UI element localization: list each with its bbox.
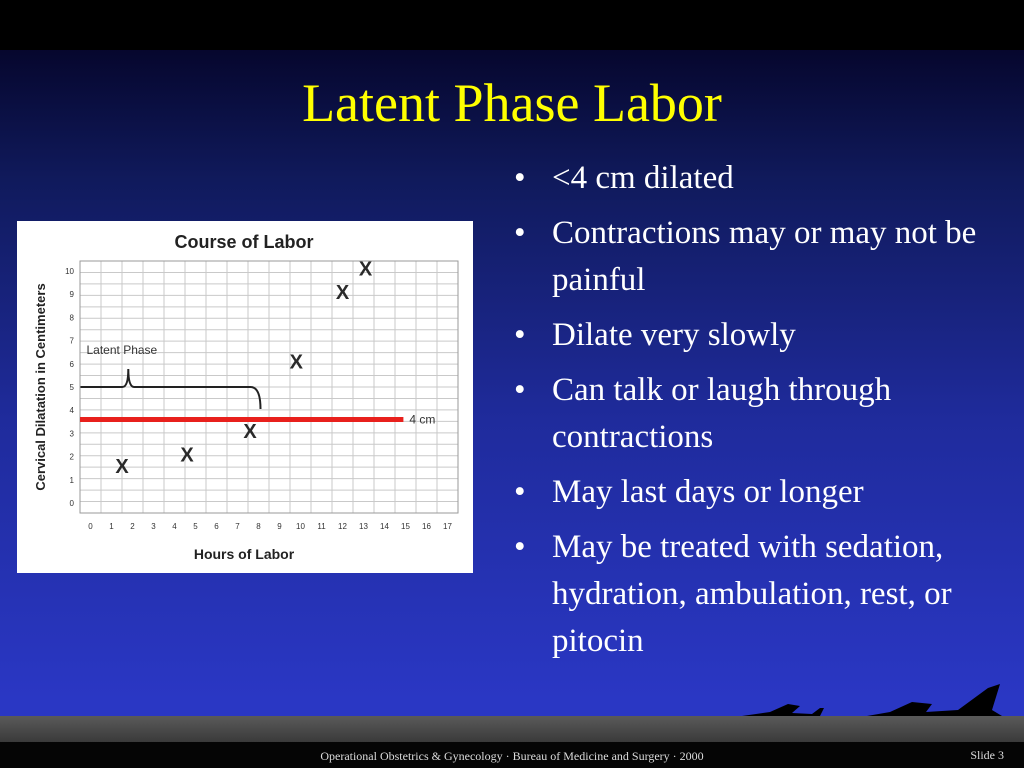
x-tick-label: 2 (130, 522, 135, 531)
x-tick-label: 4 (172, 522, 177, 531)
x-tick-label: 0 (88, 522, 93, 531)
data-point-marker: X (335, 281, 350, 304)
y-tick-label: 10 (65, 267, 74, 276)
footer-text: Operational Obstetrics & Gynecology · Bureau of Medicine and Surgery · 2000 (320, 749, 704, 763)
slide-number: Slide 3 (970, 748, 1004, 762)
x-tick-label: 11 (317, 522, 326, 531)
y-tick-label: 2 (69, 452, 74, 462)
bullet-text: <4 cm dilated (552, 160, 734, 196)
data-point-marker: X (243, 421, 257, 444)
x-tick-label: 14 (380, 522, 389, 531)
bullet-item (508, 469, 1008, 516)
bullet-item (508, 155, 1008, 202)
bullet-item (508, 367, 1008, 461)
y-tick-label: 7 (69, 336, 74, 346)
x-tick-label: 7 (235, 522, 240, 531)
bullet-marker: • (514, 529, 526, 565)
data-point-marker: X (180, 444, 194, 467)
x-axis-label: Hours of Labor (193, 546, 295, 562)
x-tick-label: 15 (401, 522, 410, 531)
data-point-marker: X (115, 455, 129, 478)
bullet-marker: • (514, 317, 526, 353)
bullet-item (508, 524, 1008, 665)
chart-svg (17, 221, 473, 573)
bullet-text: Can talk or laugh through contractions (552, 372, 892, 455)
bullet-marker: • (514, 160, 526, 196)
bullet-marker: • (514, 372, 526, 408)
data-point-marker: X (358, 258, 373, 281)
y-tick-label: 9 (69, 290, 74, 300)
y-tick-label: 5 (69, 383, 74, 392)
bullet-text: May last days or longer (552, 474, 864, 510)
x-tick-label: 10 (296, 522, 305, 531)
y-tick-label: 3 (69, 429, 74, 439)
y-tick-label: 0 (69, 499, 74, 508)
footer-bar (0, 716, 1024, 742)
data-point-marker: X (289, 351, 303, 374)
bullet-item (508, 312, 1008, 359)
bullet-text: Contractions may or may not be painful (552, 215, 977, 298)
x-tick-label: 13 (359, 522, 368, 531)
y-tick-label: 4 (69, 406, 74, 416)
x-tick-label: 17 (443, 522, 452, 531)
latent-phase-label: Latent Phase (86, 343, 158, 357)
y-axis-label: Cervical Dilatation in Centimeters (33, 283, 48, 491)
bullet-item (508, 210, 1008, 304)
x-tick-label: 16 (422, 522, 431, 531)
x-tick-label: 6 (214, 522, 219, 531)
y-tick-label: 6 (69, 359, 74, 369)
x-tick-label: 3 (151, 522, 156, 531)
bullet-list (508, 155, 1008, 673)
bullet-text: Dilate very slowly (552, 317, 796, 353)
x-tick-label: 12 (338, 522, 347, 531)
y-tick-label: 8 (69, 313, 74, 323)
slide-title: Latent Phase Labor (302, 73, 722, 133)
course-of-labor-chart (17, 221, 473, 573)
chart-title: Course of Labor (174, 232, 314, 252)
x-tick-label: 9 (277, 522, 282, 531)
bullet-marker: • (514, 215, 526, 251)
threshold-label: 4 cm (409, 412, 436, 427)
y-tick-label: 1 (69, 475, 74, 485)
x-tick-label: 1 (109, 522, 114, 531)
x-tick-label: 8 (256, 522, 261, 531)
latent-phase-brace (81, 369, 261, 409)
bullet-marker: • (514, 474, 526, 510)
top-band (0, 0, 1024, 50)
bullet-text: May be treated with sedation, hydration, ambulation, rest, or pitocin (552, 529, 952, 659)
x-tick-label: 5 (193, 522, 198, 531)
